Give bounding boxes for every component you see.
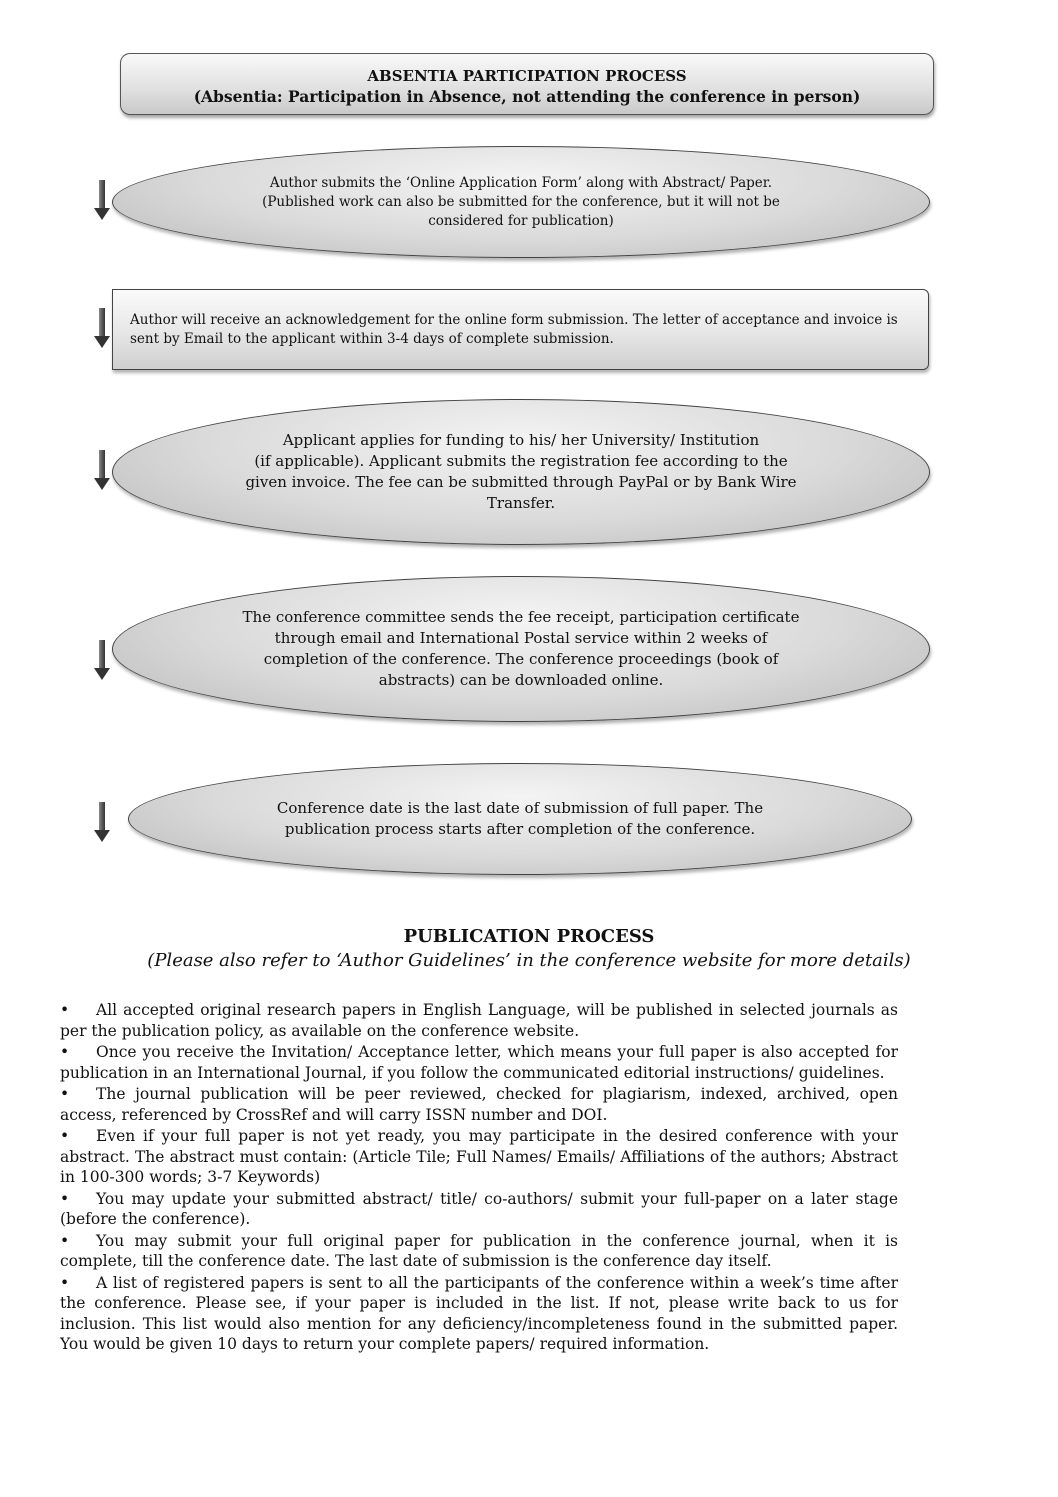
bullet-icon: •: [60, 1127, 70, 1145]
publication-subheading: (Please also refer to ‘Author Guidelines’ in the conference website for more details): [147, 950, 911, 971]
publication-heading: PUBLICATION PROCESS: [403, 926, 655, 947]
bullet-icon: •: [60, 1085, 70, 1103]
list-item: • Once you receive the Invitation/ Acceptance letter, which means your full paper is also accepted for publication in an International Journal, if you follow the communicated editorial instructions/ guidelines.: [60, 1043, 898, 1082]
list-item: • You may update your submitted abstract/ title/ co-authors/ submit your full-paper on a later stage (before the conference).: [60, 1189, 898, 1228]
publication-list: [60, 1000, 898, 1356]
bullet-icon: •: [60, 1231, 70, 1250]
list-item: • You may submit your full original paper for publication in the conference journal, when it is complete, till the conference date. The last date of submission is the conference day itself.: [60, 1231, 898, 1270]
process-title: ABSENTIA PARTICIPATION PROCESS: [367, 67, 687, 85]
step-2: [112, 289, 929, 370]
bullet-icon: •: [60, 1043, 70, 1061]
step-1: [112, 146, 930, 258]
process-title-box: [120, 53, 934, 115]
step-3-text: Applicant applies for funding to his/ her University/ Institution (if applicable). Applicant submits the registration fee according to the given invoice. The fee can be submitted through PayPal or by Bank Wire Transfer.: [245, 431, 797, 512]
bullet-icon: •: [60, 1273, 70, 1292]
down-arrow-icon: [97, 450, 107, 490]
list-item: • Even if your full paper is not yet ready, you may participate in the desired conference with your abstract. The abstract must contain: (Article Tile; Full Names/ Emails/ Affiliations of the authors; Abstract in 100-300 words; 3-7 Keywords): [60, 1127, 898, 1186]
step-3: [112, 399, 930, 545]
list-item: • A list of registered papers is sent to all the participants of the conference within a week’s time after the conference. Please see, if your paper is included in the list. If not, please write back to us for inclusion. This list would also mention for any deficiency/incompleteness found in the submitted paper. You would be given 10 days to return your complete papers/ required information.: [60, 1273, 898, 1353]
step-1-text: Author submits the ‘Online Application Form’ along with Abstract/ Paper. (Published work can also be submitted for the conference, but it will not be considered for publication): [262, 174, 780, 229]
down-arrow-icon: [97, 640, 107, 680]
step-5: [128, 763, 912, 875]
list-item: • All accepted original research papers in English Language, will be published in selected journals as per the publication policy, as available on the conference website.: [60, 1001, 898, 1040]
process-subtitle: (Absentia: Participation in Absence, not attending the conference in person): [193, 87, 861, 106]
step-2-text: Author will receive an acknowledgement for the online form submission. The letter of acceptance and invoice is sent by Email to the applicant within 3-4 days of complete submission.: [130, 311, 898, 347]
step-5-text: Conference date is the last date of submission of full paper. The publication process starts after completion of the conference.: [276, 799, 764, 838]
down-arrow-icon: [97, 308, 107, 348]
list-item: • The journal publication will be peer reviewed, checked for plagiarism, indexed, archived, open access, referenced by CrossRef and will carry ISSN number and DOI.: [60, 1085, 898, 1124]
step-4: [112, 576, 930, 722]
down-arrow-icon: [97, 802, 107, 842]
step-4-text: The conference committee sends the fee receipt, participation certificate through email and International Postal service within 2 weeks of completion of the conference. The conference proceedings (book of abstracts) can be downloaded online.: [242, 608, 800, 689]
bullet-icon: •: [60, 1189, 70, 1208]
down-arrow-icon: [97, 180, 107, 220]
bullet-icon: •: [60, 1001, 70, 1019]
